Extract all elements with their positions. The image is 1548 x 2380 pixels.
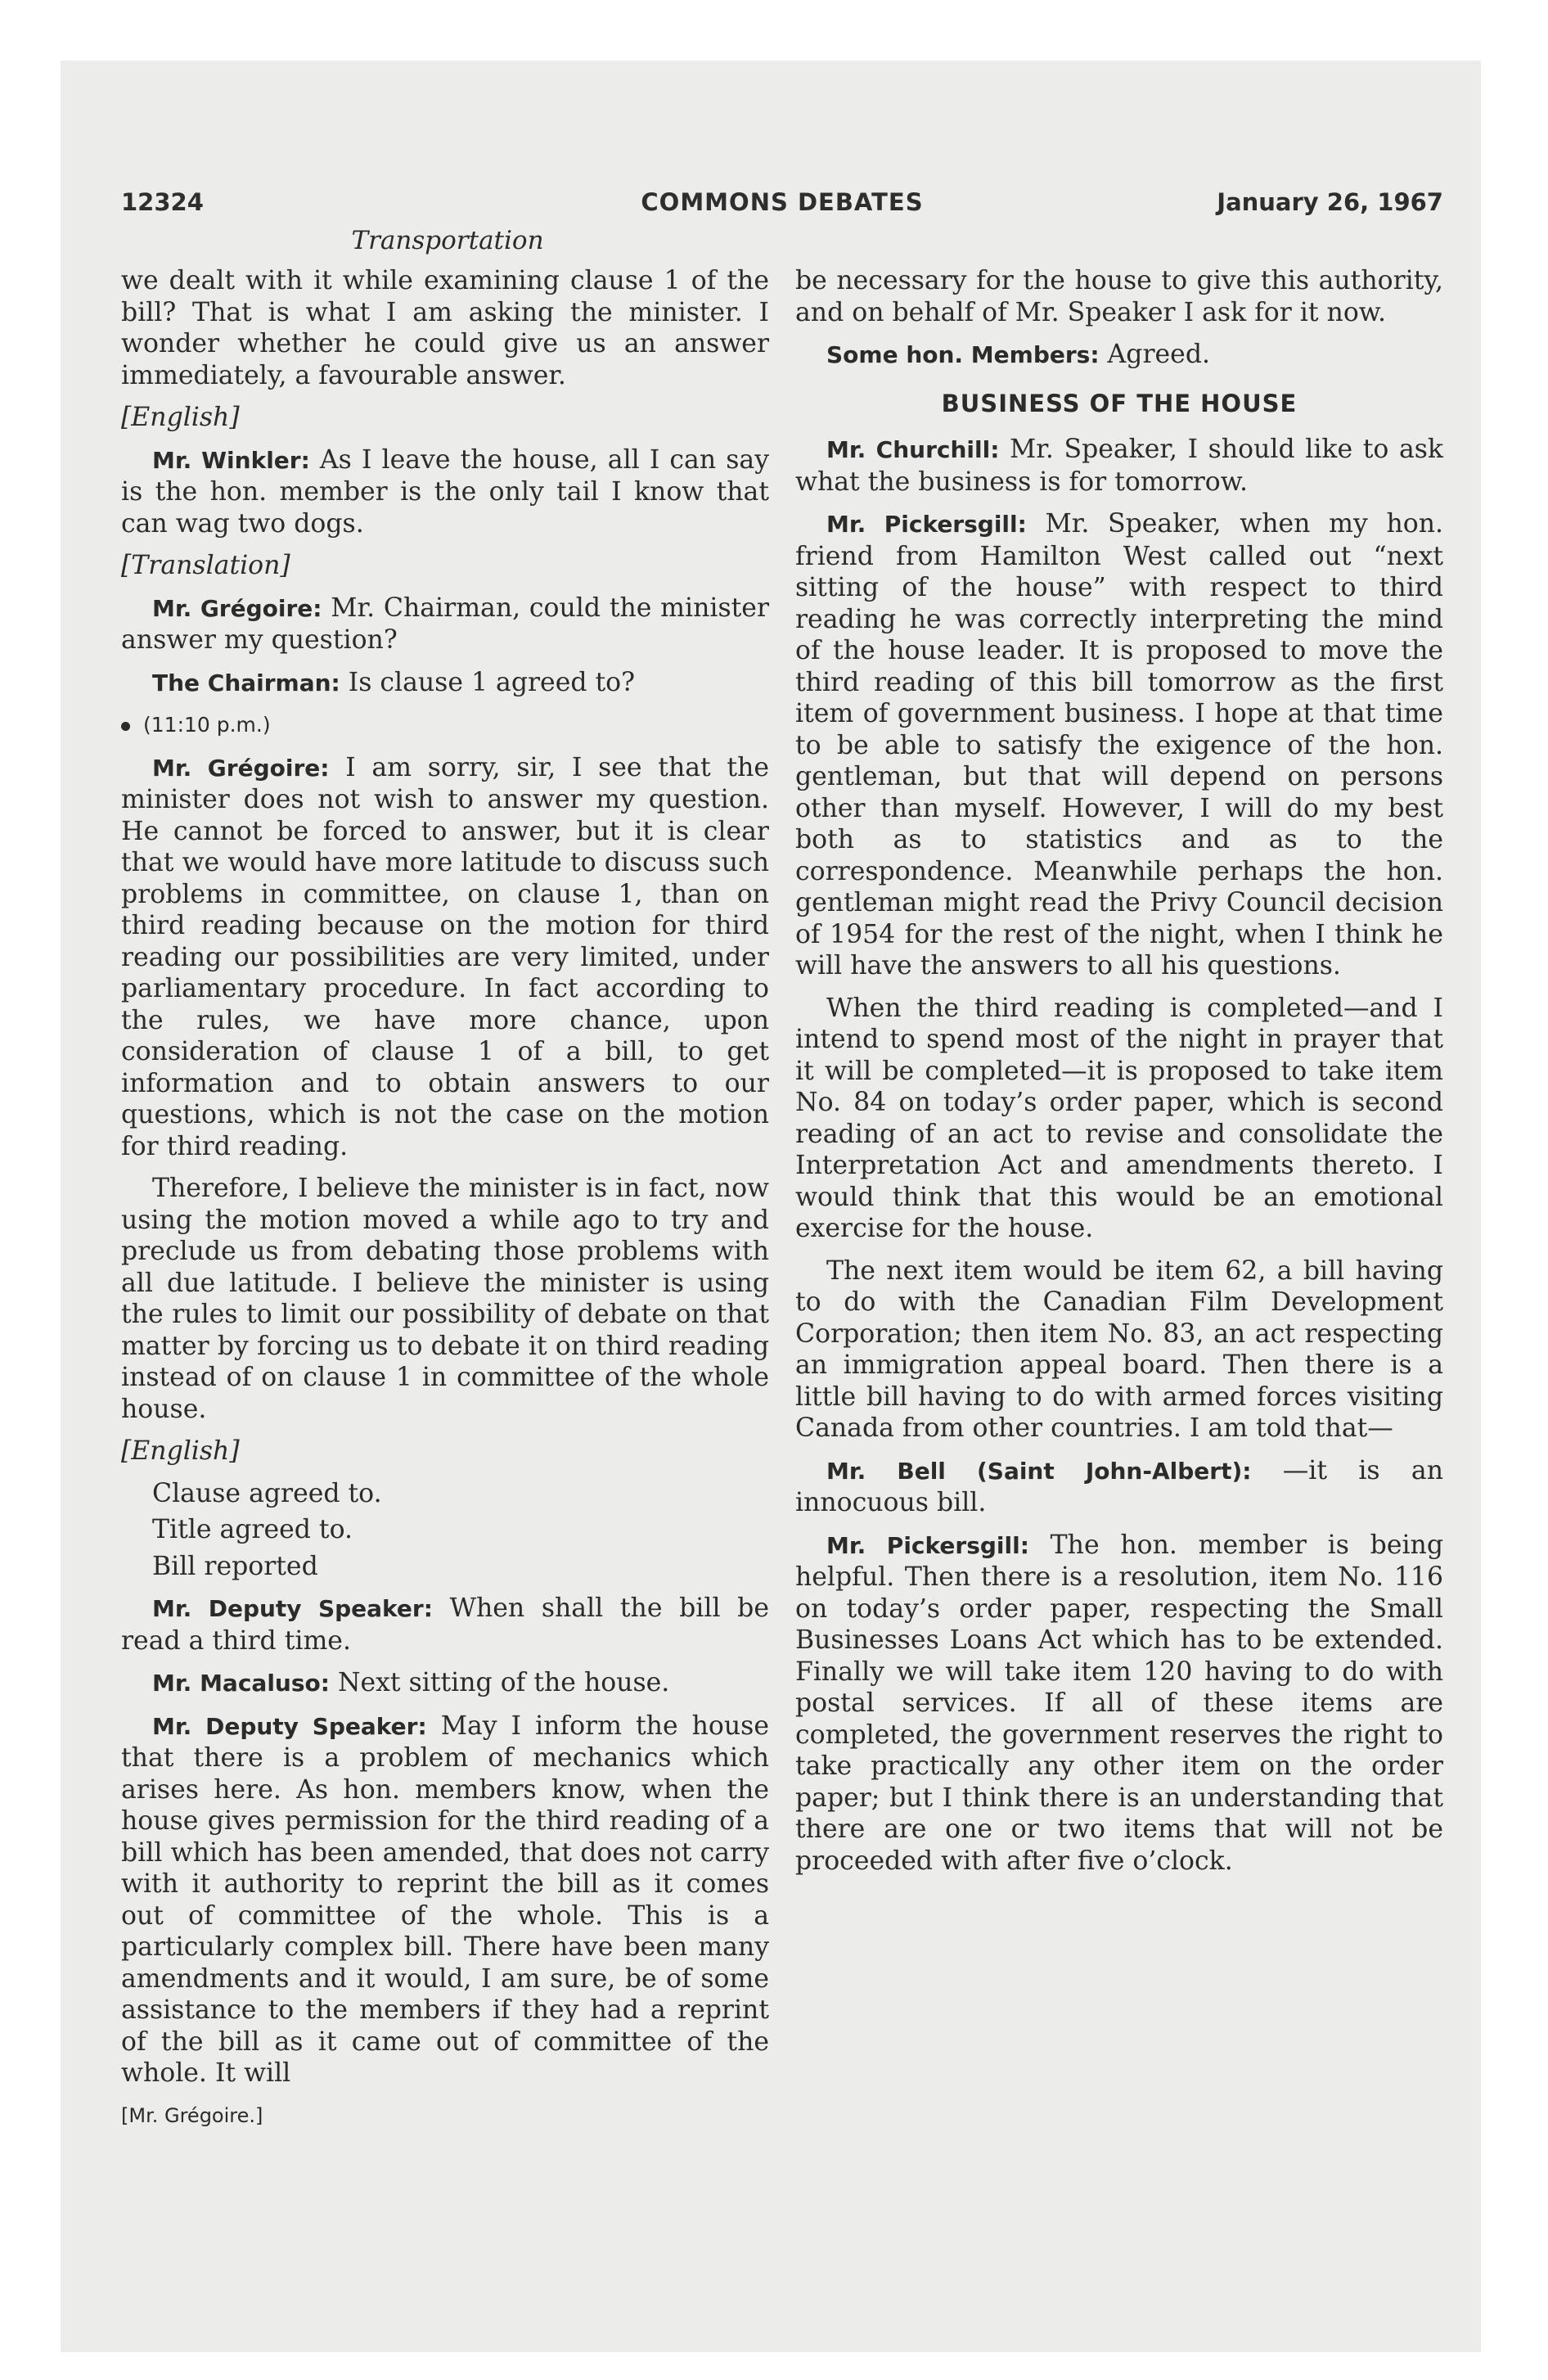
speech-text: Next sitting of the house. [329,1668,670,1697]
paragraph: we dealt with it while examining clause 1 of the bill? That is what I am asking the minister. I wonder whether he could give us an answer immediately, a favourable answer. [121,266,769,390]
speech-text: —it is an innocuous bill. [795,1455,1443,1517]
speaker-name: Mr. Winkler: [152,446,310,474]
speech [795,339,1443,372]
speaker-name: Mr. Grégoire: [152,754,330,782]
language-tag: [English] [121,403,240,432]
section-heading: BUSINESS OF THE HOUSE [941,389,1298,417]
speech [121,667,769,700]
speech-text: Mr. Speaker, when my hon. friend from Hamilton West called out “next sitting of the house” with respect to third reading he was correctly interpreting the mind of the house leader. It is proposed to move the third reading of this bill tomorrow as the first item of government business. I hope at that time to be able to satisfy the exigence of the hon. gentleman, but that will depend on persons other than myself. However, I will do my best both as to statistics and as to the correspondence. Meanwhile perhaps the hon. gentleman might read the Privy Council decision of 1954 for the rest of the night, when I think he will have the answers to all his questions. [795,509,1443,980]
page-number: 12324 [121,188,204,216]
speech [121,752,769,1163]
speech [795,434,1443,498]
subject-heading: Transportation [351,226,544,255]
paragraph: be necessary for the house to give this authority, and on behalf of Mr. Speaker I ask for it now. [795,266,1443,327]
speech-text: Is clause 1 agreed to? [340,667,636,697]
speech [795,1455,1443,1519]
speaker-name: Mr. Macaluso: [152,1670,330,1697]
language-tag: [English] [121,1436,240,1466]
speaker-name: Mr. Deputy Speaker: [152,1595,433,1622]
issue-date: January 26, 1967 [1217,188,1443,216]
speech [121,1711,769,2089]
speaker-name: Some hon. Members: [826,341,1100,368]
proceeding-line: Title agreed to. [152,1515,353,1544]
speaker-name: Mr. Deputy Speaker: [152,1712,427,1740]
running-header [121,188,1443,221]
speech-text: I am sorry, sir, I see that the minister does not wish to answer my question. He cannot be forced to answer, but it is clear that we would have more latitude to discuss such problems in committee, on clause 1, than on third reading because on the motion for third reading our possibilities are very limited, under parliamentary procedure. In fact according to the rules, we have more chance, upon consideration of clause 1 of a bill, to get information and to obtain answers to our questions, which is not the case on the motion for third reading. [121,752,770,1161]
speaker-name: Mr. Pickersgill: [826,1531,1029,1559]
publication-title: COMMONS DEBATES [641,188,924,216]
speaker-name: The Chairman: [152,669,340,696]
timestamp: (11:10 p.m.) [121,710,769,741]
speech [121,444,769,540]
speaker-name: Mr. Grégoire: [152,594,322,622]
speech [121,593,769,656]
speaker-name: Mr. Churchill: [826,436,1000,463]
language-tag: [Translation] [121,551,290,580]
bullet-icon [121,722,130,731]
proceeding-line: Bill reported [152,1551,318,1581]
speech-text: Mr. Chairman, could the minister answer my question? [121,593,770,655]
speech-text: May I inform the house that there is a problem of mechanics which arises here. As hon. members know, when the house gives permission for the third reading of a bill which has been amended, that does not carry with it authority to reprint the bill as it comes out of committee of the whole. This is a particularly complex bill. There have been many amendments and it would, I am sure, be of some assistance to the members if they had a reprint of the bill as it came out of committee of the whole. It will [121,1711,769,2088]
speech-text: Agreed. [1099,340,1210,369]
paragraph: The next item would be item 62, a bill having to do with the Canadian Film Development Corporation; then item No. 83, an act respecting an immigration appeal board. Then there is a little bill having to do with armed forces visiting Canada from other countries. I am told that— [795,1255,1443,1443]
left-column [121,265,769,2131]
proceeding-line: Clause agreed to. [152,1478,382,1508]
speech [795,508,1443,982]
speaker-name: Mr. Pickersgill: [826,511,1027,538]
speaker-reference: [Mr. Grégoire.] [121,2103,263,2127]
speech [795,1530,1443,1877]
speech [121,1667,769,1700]
speech-text: As I leave the house, all I can say is the hon. member is the only tail I know that can wag two dogs. [121,444,769,539]
speech [121,1593,769,1657]
paragraph: Therefore, I believe the minister is in fact, now using the motion moved a while ago to try and preclude us from debating those problems with all due latitude. I believe the minister is using the rules to limit our possibility of debate on that matter by forcing us to debate it on third reading instead of on clause 1 in committee of the whole house. [121,1174,769,1424]
right-column [795,265,1443,1887]
speech-text: The hon. member is being helpful. Then there is a resolution, item No. 116 on today’s order paper, respecting the Small Businesses Loans Act which has to be extended. Finally we will take item 120 having to do with postal services. If all of these items are completed, the government reserves the right to take practically any other item on the order paper; but I think there is an understanding that there are one or two items that will not be proceeded with after five o’clock. [795,1530,1444,1876]
speech-text: Mr. Speaker, I should like to ask what the business is for tomorrow. [795,435,1443,497]
paragraph: When the third reading is completed—and I intend to spend most of the night in prayer that it will be completed—it is proposed to take item No. 84 on today’s order paper, which is second reading of an act to revise and consolidate the Interpretation Act and amendments thereto. I would think that this would be an emotional exercise for the house. [795,993,1443,1243]
speech-text: When shall the bill be read a third time. [121,1593,769,1656]
speaker-name: Mr. Bell (Saint John-Albert): [826,1457,1252,1485]
